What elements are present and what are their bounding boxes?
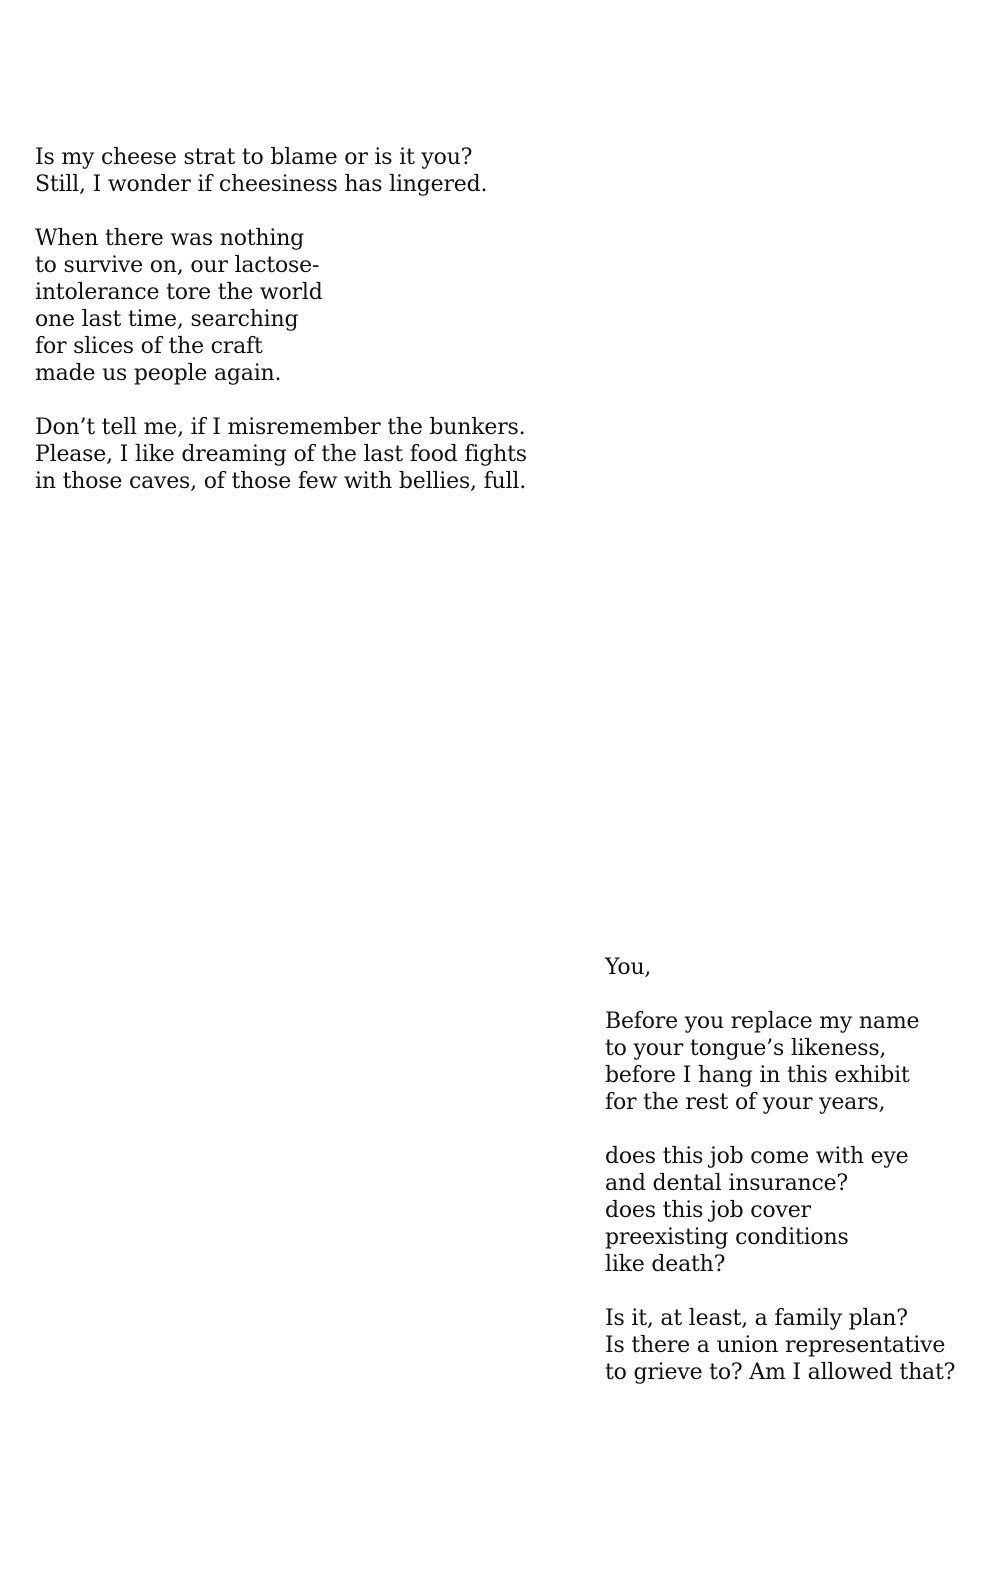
poem-line: Is it, at least, a family plan? (605, 1306, 908, 1331)
poem-line: before I hang in this exhibit (605, 1063, 910, 1088)
stanza (605, 1305, 995, 1386)
poem-line: does this job cover (605, 1198, 811, 1223)
poem-line: to grieve to? Am I allowed that? (605, 1360, 956, 1385)
poem-line: preexisting conditions (605, 1225, 849, 1250)
poem-line: does this job come with eye (605, 1144, 909, 1169)
poem-line: made us people again. (35, 361, 282, 386)
poem-line: Is there a union representative (605, 1333, 946, 1358)
poem-line: intolerance tore the world (35, 280, 323, 305)
poem-line: in those caves, of those few with bellies, full. (35, 469, 526, 494)
stanza (35, 144, 595, 198)
poem-line: Still, I wonder if cheesiness has lingered. (35, 172, 488, 197)
stanza (35, 414, 595, 495)
poem-line: You, (605, 955, 652, 980)
poem-line: for slices of the craft (35, 334, 263, 359)
poem-line: like death? (605, 1252, 726, 1277)
poem-line: and dental insurance? (605, 1171, 849, 1196)
poem-line: for the rest of your years, (605, 1090, 886, 1115)
poem-line: Please, I like dreaming of the last food fights (35, 442, 527, 467)
poem-line: Don’t tell me, if I misremember the bunkers. (35, 415, 526, 440)
poem-two (605, 954, 995, 1386)
poem-line: to survive on, our lactose- (35, 253, 320, 278)
poem-line: Is my cheese strat to blame or is it you? (35, 145, 473, 170)
stanza (605, 1008, 995, 1116)
poem-line: one last time, searching (35, 307, 299, 332)
stanza (605, 954, 995, 981)
stanza (605, 1143, 995, 1278)
stanza (35, 225, 595, 387)
poem-line: Before you replace my name (605, 1009, 920, 1034)
poem-one (35, 144, 595, 495)
poem-line: When there was nothing (35, 226, 305, 251)
poem-line: to your tongue’s likeness, (605, 1036, 887, 1061)
